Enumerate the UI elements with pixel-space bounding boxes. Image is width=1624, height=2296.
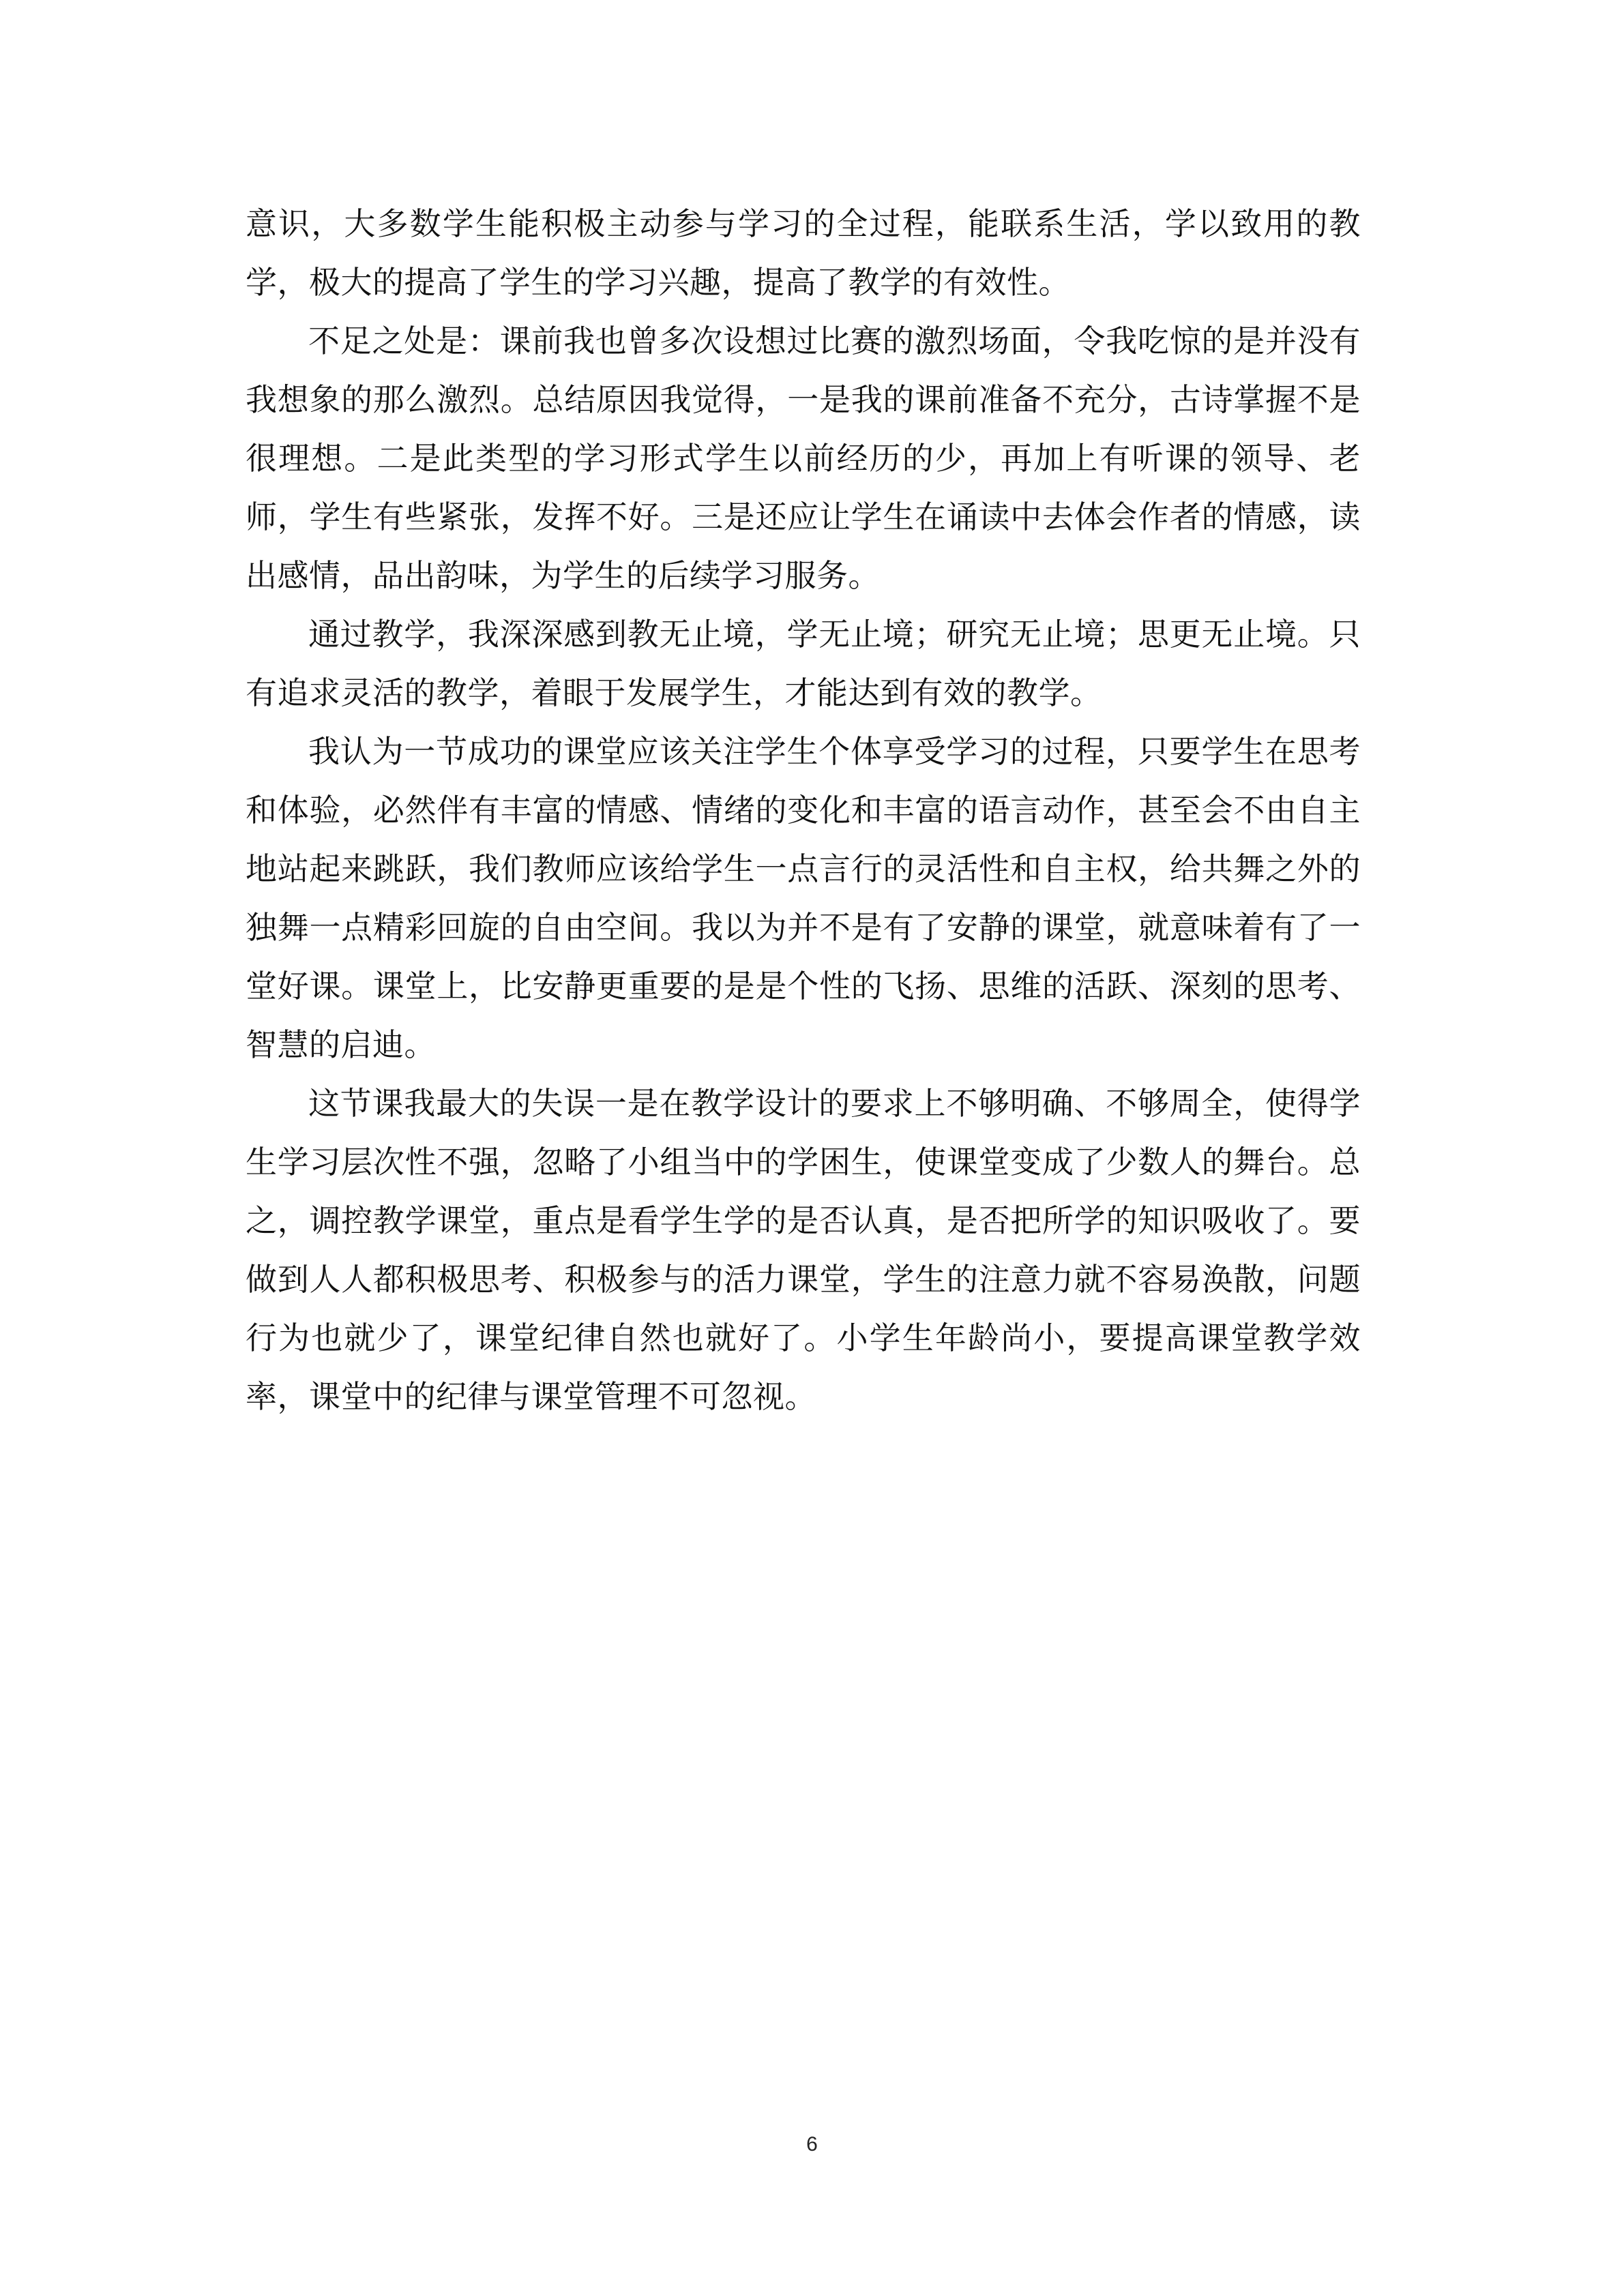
- paragraph-3: 通过教学，我深深感到教无止境，学无止境；研究无止境；思更无止境。只有追求灵活的教学，着眼于发展学生，才能达到有效的教学。: [246, 616, 1361, 711]
- paragraph-2: 不足之处是：课前我也曾多次设想过比赛的激烈场面，令我吃惊的是并没有我想象的那么激烈。总结原因我觉得，一是我的课前准备不充分，古诗掌握不是很理想。二是此类型的学习形式学生以前经历的少，再加上有听课的领导、老师，学生有些紧张，发挥不好。三是还应让学生在诵读中去体会作者的情感，读出感情，品出韵味，为学生的后续学习服务。: [246, 323, 1361, 594]
- paragraph-4: 我认为一节成功的课堂应该关注学生个体享受学习的过程，只要学生在思考和体验，必然伴有丰富的情感、情绪的变化和丰富的语言动作，甚至会不由自主地站起来跳跃，我们教师应该给学生一点言行的灵活性和自主权，给共舞之外的独舞一点精彩回旋的自由空间。我以为并不是有了安静的课堂，就意味着有了一堂好课。课堂上，比安静更重要的是是个性的飞扬、思维的活跃、深刻的思考、智慧的启迪。: [246, 733, 1361, 1063]
- body-text: [246, 194, 1361, 1426]
- paragraph-5: 这节课我最大的失误一是在教学设计的要求上不够明确、不够周全，使得学生学习层次性不强，忽略了小组当中的学困生，使课堂变成了少数人的舞台。总之，调控教学课堂，重点是看学生学的是否认真，是否把所学的知识吸收了。要做到人人都积极思考、积极参与的活力课堂，学生的注意力就不容易涣散，问题行为也就少了，课堂纪律自然也就好了。小学生年龄尚小，要提高课堂教学效率，课堂中的纪律与课堂管理不可忽视。: [246, 1085, 1361, 1415]
- page-number: 6: [806, 2133, 818, 2156]
- paragraph-1: 意识，大多数学生能积极主动参与学习的全过程，能联系生活，学以致用的教学，极大的提高了学生的学习兴趣，提高了教学的有效性。: [246, 205, 1361, 301]
